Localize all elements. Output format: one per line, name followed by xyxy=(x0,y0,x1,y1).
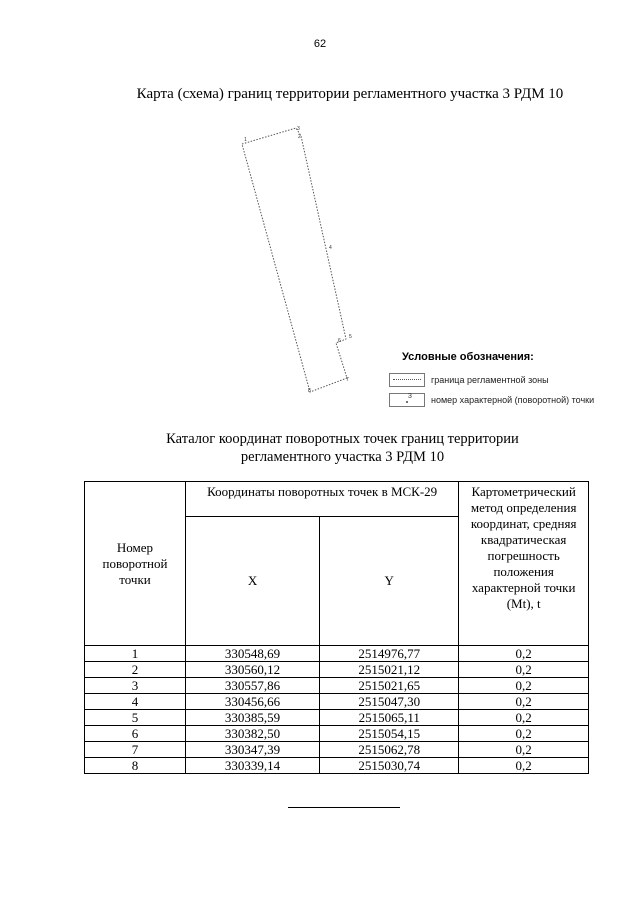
table-cell-n: 2 xyxy=(85,662,186,678)
table-cell-y: 2515062,78 xyxy=(320,742,459,758)
table-row xyxy=(85,726,589,742)
table-row xyxy=(85,662,589,678)
legend-boundary-row xyxy=(389,373,549,387)
catalog-title xyxy=(0,430,640,466)
legend-point-row xyxy=(389,393,594,407)
point-label: 6 xyxy=(338,338,341,344)
table-row xyxy=(85,678,589,694)
footnote-separator xyxy=(288,807,400,808)
table-cell-x: 330385,59 xyxy=(185,710,319,726)
table-cell-m: 0,2 xyxy=(459,662,589,678)
table-cell-y: 2515065,11 xyxy=(320,710,459,726)
table-cell-n: 7 xyxy=(85,742,186,758)
table-cell-m: 0,2 xyxy=(459,710,589,726)
table-cell-x: 330548,69 xyxy=(185,646,319,662)
map-title: Карта (схема) границ территории регламентного участка 3 РДМ 10 xyxy=(136,86,564,102)
table-cell-m: 0,2 xyxy=(459,678,589,694)
table-cell-n: 8 xyxy=(85,758,186,774)
boundary-sample xyxy=(389,373,425,387)
boundary-points xyxy=(244,126,352,394)
table-cell-m: 0,2 xyxy=(459,646,589,662)
table-cell-y: 2515054,15 xyxy=(320,726,459,742)
point-label: 3 xyxy=(297,126,300,132)
legend-point-label: номер характерной (поворотной) точки xyxy=(431,395,595,405)
point-label: 2 xyxy=(298,134,301,140)
point-label: 5 xyxy=(349,334,352,340)
header-point-number: Номер поворотной точки xyxy=(85,482,186,646)
table-cell-y: 2515030,74 xyxy=(320,758,459,774)
table-cell-n: 5 xyxy=(85,710,186,726)
page-number: 62 xyxy=(313,38,327,50)
table-cell-m: 0,2 xyxy=(459,758,589,774)
legend-title: Условные обозначения: xyxy=(402,351,534,363)
table-cell-x: 330382,50 xyxy=(185,726,319,742)
table-cell-m: 0,2 xyxy=(459,742,589,758)
catalog-title-line1: Каталог координат поворотных точек границ территории xyxy=(166,431,519,447)
legend-boundary-label: граница регламентной зоны xyxy=(431,375,549,385)
table-cell-n: 6 xyxy=(85,726,186,742)
table-row xyxy=(85,694,589,710)
header-y: Y xyxy=(320,517,459,646)
table-cell-x: 330456,66 xyxy=(185,694,319,710)
table-cell-y: 2515047,30 xyxy=(320,694,459,710)
coordinates-table xyxy=(84,481,589,774)
table-cell-y: 2515021,65 xyxy=(320,678,459,694)
point-label: 7 xyxy=(346,377,349,383)
table-cell-m: 0,2 xyxy=(459,694,589,710)
point-label: 4 xyxy=(329,245,332,251)
point-sample-number: 3 xyxy=(408,393,412,400)
table-cell-n: 4 xyxy=(85,694,186,710)
table-row xyxy=(85,646,589,662)
header-x: X xyxy=(185,517,319,646)
header-method: Картометрический метод определения координат, средняя квадратическая погрешность положения характерной точки (Мt), t xyxy=(459,482,589,646)
table-cell-m: 0,2 xyxy=(459,726,589,742)
header-coordinates: Координаты поворотных точек в МСК-29 xyxy=(185,482,458,517)
table-cell-n: 3 xyxy=(85,678,186,694)
point-sample xyxy=(389,393,425,407)
table-cell-x: 330339,14 xyxy=(185,758,319,774)
table-cell-n: 1 xyxy=(85,646,186,662)
table-cell-y: 2514976,77 xyxy=(320,646,459,662)
catalog-title-line2: регламентного участка 3 РДМ 10 xyxy=(240,449,445,465)
table-cell-x: 330347,39 xyxy=(185,742,319,758)
table-cell-y: 2515021,12 xyxy=(320,662,459,678)
table-row xyxy=(85,758,589,774)
table-row xyxy=(85,742,589,758)
table-cell-x: 330557,86 xyxy=(185,678,319,694)
point-label: 8 xyxy=(308,388,311,394)
table-row xyxy=(85,710,589,726)
point-label: 1 xyxy=(244,137,247,143)
zone-boundary xyxy=(242,128,347,392)
table-cell-x: 330560,12 xyxy=(185,662,319,678)
